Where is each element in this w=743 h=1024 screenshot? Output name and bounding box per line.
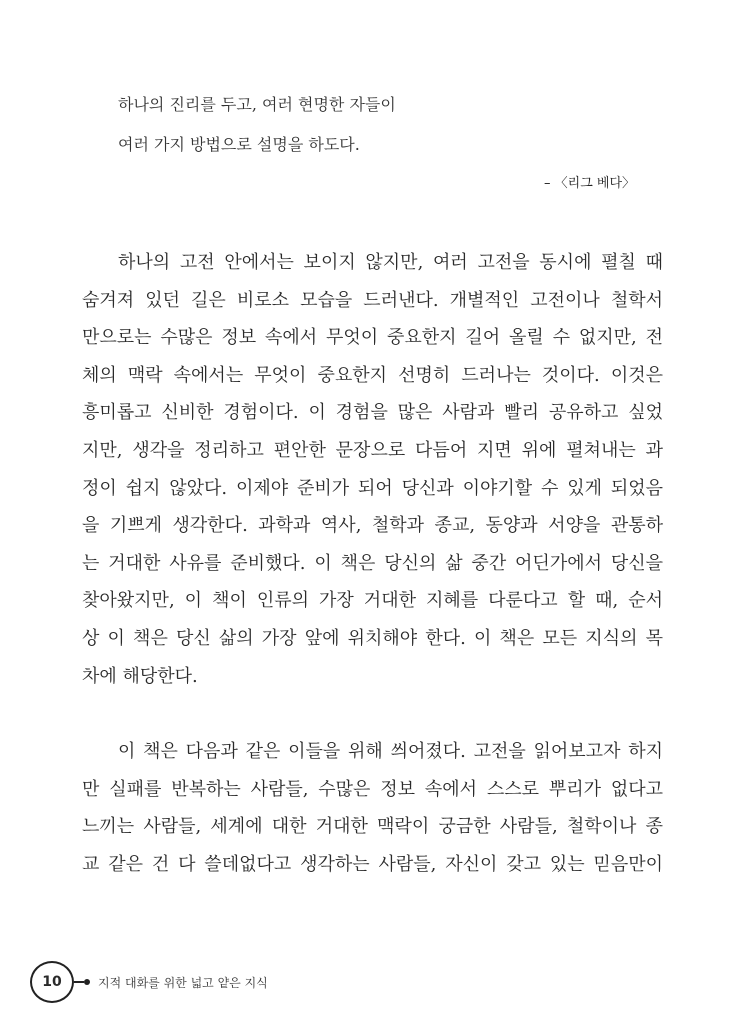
paragraph-line: 을 기쁘게 생각한다. 과학과 역사, 철학과 종교, 동양과 서양을 관통하 bbox=[82, 515, 663, 537]
epigraph-line: 여러 가지 방법으로 설명을 하도다. bbox=[118, 135, 360, 154]
epigraph-line: 하나의 진리를 두고, 여러 현명한 자들이 bbox=[118, 95, 396, 114]
paragraph-line: 교 같은 건 다 쓸데없다고 생각하는 사람들, 자신이 갖고 있는 믿음만이 bbox=[82, 853, 663, 875]
paragraph-line: 차에 해당한다. bbox=[82, 665, 198, 687]
page-footer bbox=[30, 962, 268, 1002]
paragraph-line: 지만, 생각을 정리하고 편안한 문장으로 다듬어 지면 위에 펼쳐내는 과 bbox=[82, 440, 663, 461]
paragraph-line: 이 책은 다음과 같은 이들을 위해 씌어졌다. 고전을 읽어보고자 하지 bbox=[118, 741, 663, 762]
paragraph-line: 는 거대한 사유를 준비했다. 이 책은 당신의 삶 중간 어딘가에서 당신을 bbox=[82, 552, 663, 574]
bullet-dot-icon bbox=[84, 979, 90, 985]
paragraph-line: 체의 맥락 속에서는 무엇이 중요한지 선명히 드러나는 것이다. 이것은 bbox=[82, 364, 663, 386]
paragraph-line: 만으로는 수많은 정보 속에서 무엇이 중요한지 길어 올릴 수 없지만, 전 bbox=[82, 327, 663, 349]
paragraph-line: 숨겨져 있던 길은 비로소 모습을 드러낸다. 개별적인 고전이나 철학서 bbox=[82, 289, 663, 311]
running-title: 지적 대화를 위한 넓고 얕은 지식 bbox=[98, 975, 268, 990]
paragraph-line: 정이 쉽지 않았다. 이제야 준비가 되어 당신과 이야기할 수 있게 되었음 bbox=[82, 477, 663, 499]
connector-line bbox=[74, 981, 84, 983]
paragraph-line: 만 실패를 반복하는 사람들, 수많은 정보 속에서 스스로 뿌리가 없다고 bbox=[82, 778, 663, 800]
page-number: 10 bbox=[30, 961, 74, 1003]
epigraph-attribution: – 〈리그 베다〉 bbox=[544, 176, 635, 191]
paragraph-line: 흥미롭고 신비한 경험이다. 이 경험을 많은 사람과 빨리 공유하고 싶었 bbox=[82, 402, 663, 424]
paragraph-line: 느끼는 사람들, 세계에 대한 거대한 맥락이 궁금한 사람들, 철학이나 종 bbox=[82, 816, 663, 838]
paragraph-line: 찾아왔지만, 이 책이 인류의 가장 거대한 지혜를 다룬다고 할 때, 순서 bbox=[82, 590, 663, 612]
paragraph-line: 상 이 책은 당신 삶의 가장 앞에 위치해야 한다. 이 책은 모든 지식의 목 bbox=[82, 628, 663, 649]
paragraph-line: 하나의 고전 안에서는 보이지 않지만, 여러 고전을 동시에 펼칠 때 bbox=[118, 252, 663, 273]
